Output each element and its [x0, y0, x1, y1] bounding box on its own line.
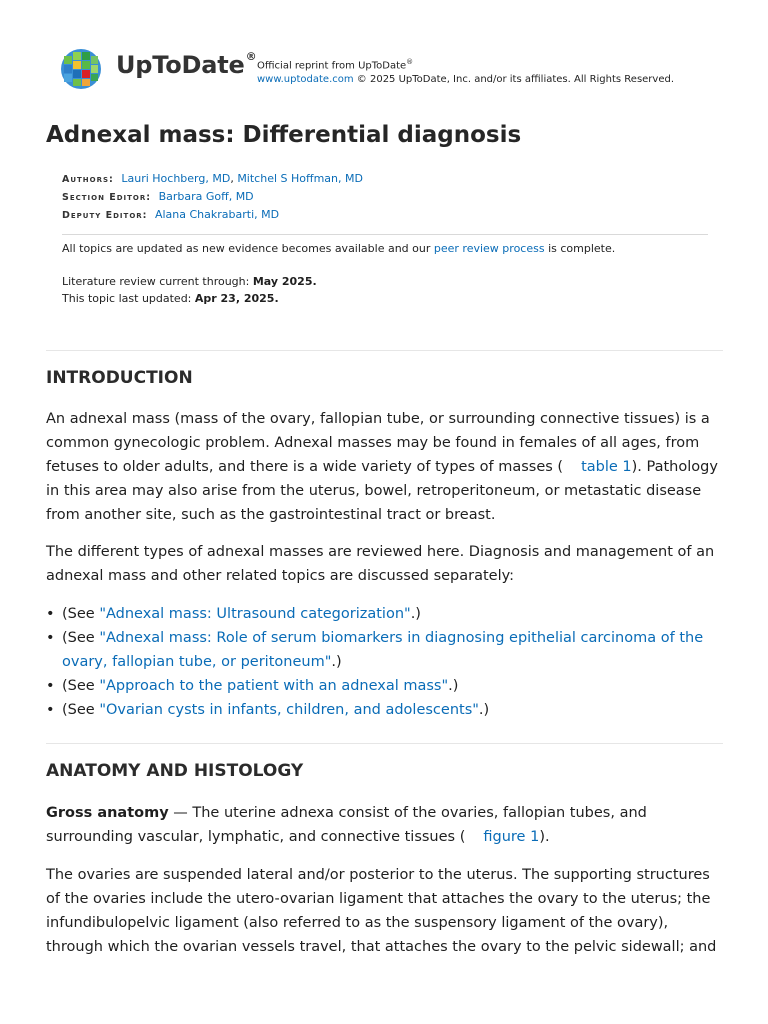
figure-1-link[interactable]: figure 1 [483, 829, 540, 845]
update-notice: All topics are updated as new evidence becomes available and our peer review process is complete. [62, 242, 616, 255]
section-editor-link[interactable]: Barbara Goff, MD [158, 190, 254, 203]
review-dates: Literature review current through: May 2025. This topic last updated: Apr 23, 2025. [62, 275, 317, 305]
author-link-1[interactable]: Lauri Hochberg, MD [121, 172, 231, 185]
anatomy-heading: ANATOMY AND HISTOLOGY [46, 761, 304, 781]
authors-row: Authors: Lauri Hochberg, MD, Mitchel S Hoffman, MD [62, 172, 363, 185]
intro-heading: INTRODUCTION [46, 368, 193, 388]
author-link-2[interactable]: Mitchel S Hoffman, MD [237, 172, 363, 185]
peer-review-link[interactable]: peer review process [433, 242, 545, 255]
last-updated-date: Apr 23, 2025. [194, 292, 279, 305]
list-item: • (See "Adnexal mass: Ultrasound categorization".) [46, 602, 726, 626]
page-title: Adnexal mass: Differential diagnosis [46, 122, 522, 148]
literature-review-date: May 2025. [252, 275, 317, 288]
related-topic-link[interactable]: "Ovarian cysts in infants, children, and adolescents" [99, 702, 479, 718]
section-divider [46, 350, 723, 351]
related-topic-link[interactable]: "Adnexal mass: Role of serum biomarkers in diagnosing epithelial carcinoma of the ovary, fallopian tube, or peritoneum" [62, 630, 704, 670]
section-editor-row: Section Editor: Barbara Goff, MD [62, 190, 254, 203]
list-item: • (See "Approach to the patient with an adnexal mass".) [46, 674, 726, 698]
reprint-notice: Official reprint from UpToDate® www.uptodate.com © 2025 UpToDate, Inc. and/or its affiliates. All Rights Reserved. [257, 58, 675, 86]
related-topic-link[interactable]: "Approach to the patient with an adnexal mass" [99, 678, 449, 694]
intro-paragraph-2: The different types of adnexal masses are reviewed here. Diagnosis and management of an adnexal mass and other related topics are discussed separately: [46, 544, 715, 584]
gross-anatomy-label: Gross anatomy [46, 805, 169, 821]
deputy-editor-row: Deputy Editor: Alana Chakrabarti, MD [62, 208, 280, 221]
deputy-editor-link[interactable]: Alana Chakrabarti, MD [154, 208, 280, 221]
intro-paragraph-1: An adnexal mass (mass of the ovary, fallopian tube, or surrounding connective tissues) is a common gynecologic problem. Adnexal masses may be found in females of all ages, from fetuses to older adults, and there is a wide variety of types of masses ( table 1). Pathology in this area may also arise from the uterus, bowel, retroperitoneum, or metastatic disease from another site, such as the gastrointestinal tract or breast. [46, 411, 718, 523]
topic-credits [62, 170, 363, 224]
anatomy-paragraph-2: The ovaries are suspended lateral and/or posterior to the uterus. The supporting structures of the ovaries include the utero-ovarian ligament that attaches the ovary to the uterus; the infundibulopelvic ligament (also referred to as the suspensory ligament of the ovary), through which the ovarian vessels travel, that attaches the ovary to the pelvic sidewall; and [46, 867, 717, 955]
uptodate-logo-icon [60, 48, 102, 90]
credits-divider [62, 234, 708, 235]
section-divider [46, 743, 723, 744]
gross-anatomy-paragraph: Gross anatomy — The uterine adnexa consist of the ovaries, fallopian tubes, and surrounding vascular, lymphatic, and connective tissues ( figure 1). [46, 805, 647, 845]
related-topic-link[interactable]: "Adnexal mass: Ultrasound categorization" [99, 606, 411, 622]
uptodate-site-link[interactable]: www.uptodate.com [257, 74, 354, 86]
logo-wordmark: UpToDate® [116, 50, 257, 79]
related-topics-list [46, 602, 726, 722]
table-1-link[interactable]: table 1 [581, 459, 632, 475]
page-header [60, 48, 720, 90]
list-item: • (See "Adnexal mass: Role of serum biomarkers in diagnosing epithelial carcinoma of the ovary, fallopian tube, or peritoneum".) [46, 626, 726, 674]
list-item: • (See "Ovarian cysts in infants, children, and adolescents".) [46, 698, 726, 722]
